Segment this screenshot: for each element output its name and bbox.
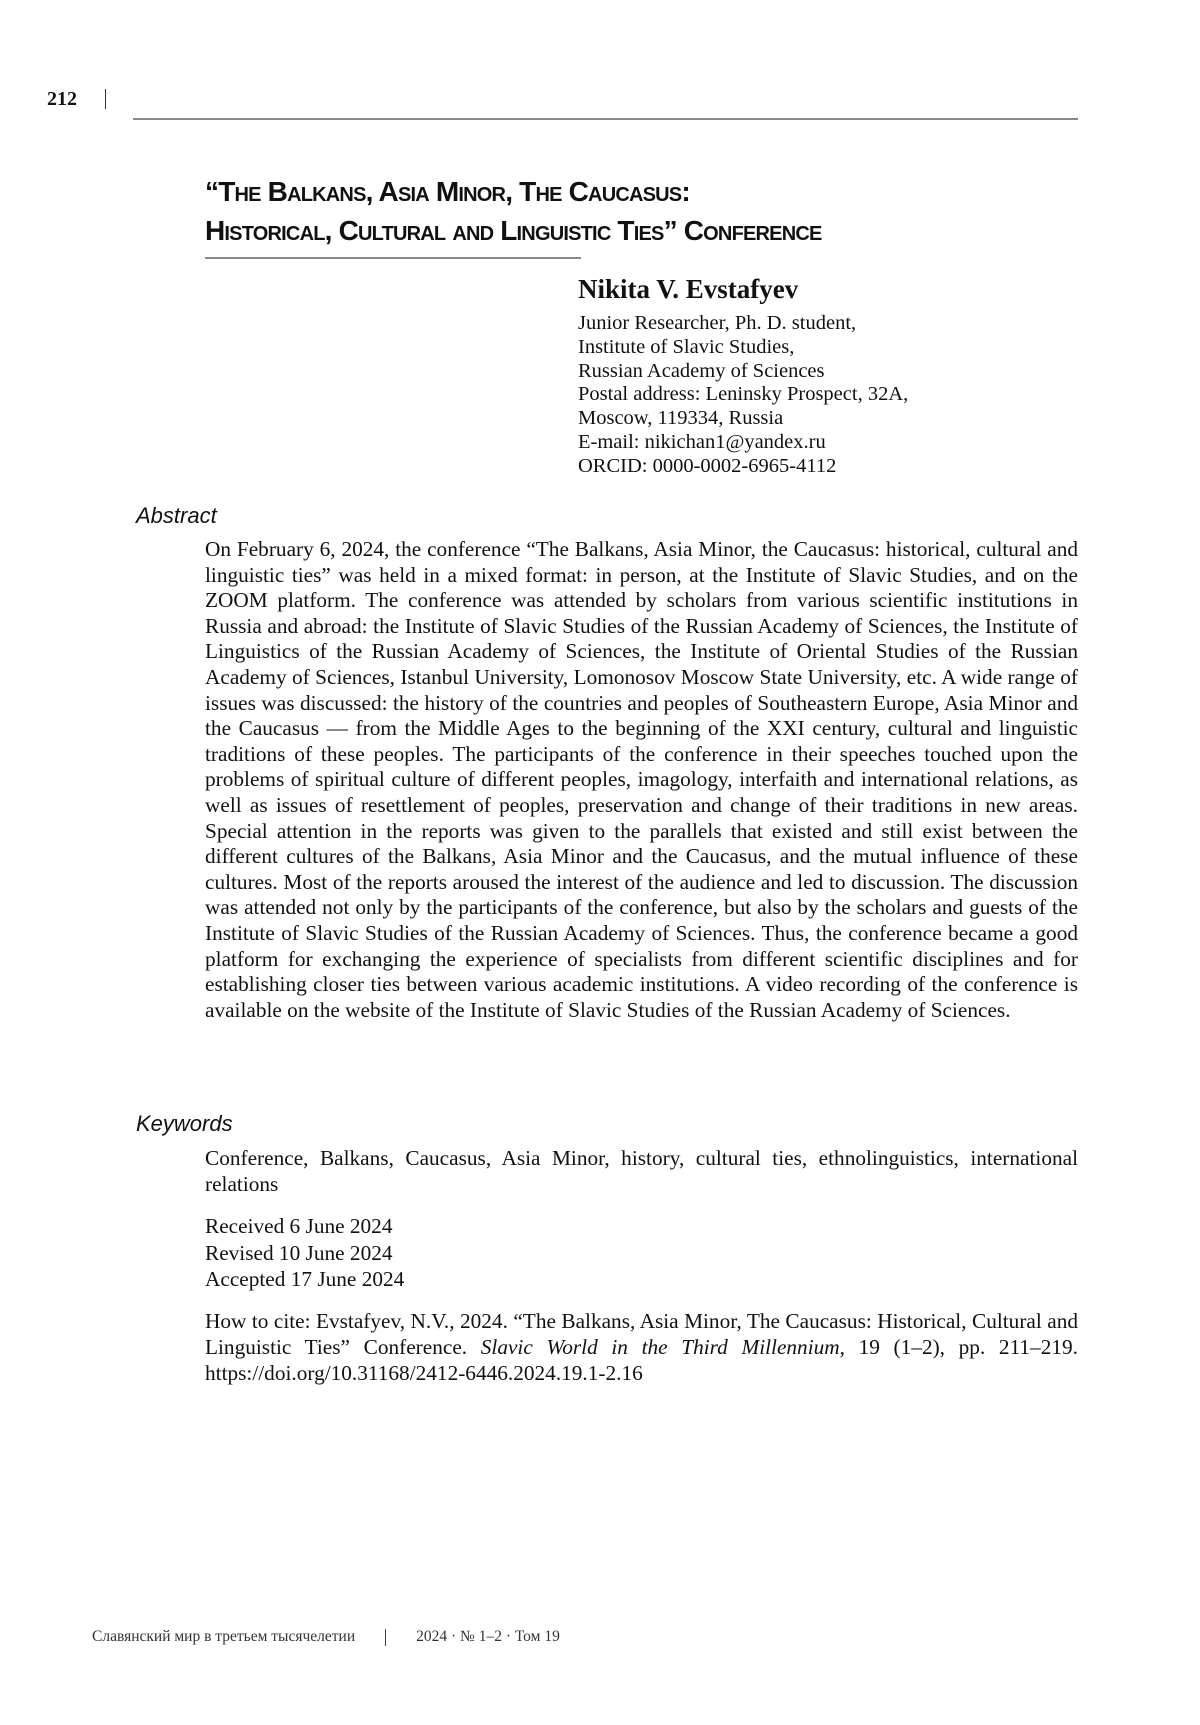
article-dates	[205, 1213, 404, 1293]
title-line-2: Historical, Cultural and Linguistic Ties” Conference	[205, 211, 1105, 250]
footer-issue: 2024 · № 1–2 · Том 19	[416, 1628, 560, 1645]
author-name: Nikita V. Evstafyev	[578, 274, 798, 305]
keywords-text: Conference, Balkans, Caucasus, Asia Minor, history, cultural ties, ethnolinguistics, inter­national relations	[205, 1146, 1078, 1197]
abstract-text: On February 6, 2024, the conference “The Balkans, Asia Minor, the Caucasus: histori­cal, cultural and linguistic ties” was held in a mixed format: in person, at the Institute of Slavic Studies, and on the ZOOM platform. The conference was attended by scholars from various scientific institutions in Russia and abroad: the Institute of Slavic Studies of the Russian Academy of Sciences, the Institute of Linguistics of the Russian Acade­my of Sciences, the Institute of Oriental Studies of the Russian Academy of Sciences, Istanbul University, Lomonosov Moscow State University, etc. A wide range of issues was discussed: the history of the countries and peoples of Southeastern Europe, Asia Minor and the Caucasus — from the Middle Ages to the beginning of the XXI century, cultural and linguistic traditions of these peoples. The participants of the conference in their speeches touched upon the problems of spiritual culture of different peoples, imagology, interfaith and international relations, as well as issues of resettlement of peoples, preservation and change of their traditions in new areas. Special attention in the reports was given to the parallels that existed and still exist between the different cultures of the Balkans, Asia Minor and the Caucasus, and the mutual influence of these cultures. Most of the reports aroused the interest of the audience and led to discussion. The discussion was attended not only by the participants of the conference, but also by the scholars and guests of the Institute of Slavic Studies of the Russian Academy of Sciences. Thus, the conference became a good platform for exchanging the experi­ence of specialists from different scientific disciplines and for establishing closer ties between various academic institutions. A video recording of the conference is available on the website of the Institute of Slavic Studies of the Russian Academy of Sciences.	[205, 537, 1078, 1023]
footer-journal: Славянский мир в третьем тысячелетии	[92, 1628, 355, 1645]
header-rule	[133, 118, 1078, 120]
title-line-1: “The Balkans, Asia Minor, The Caucasus:	[205, 172, 1105, 211]
affiliation-email: E-mail: nikichan1@yandex.ru	[578, 431, 908, 455]
citation-prefix: How to cite: Evstafyev, N.V., 2024. “The Balkans, Asia Minor, The Caucasus: Historical, Cultural and Linguistic Ties” Conference.	[205, 1309, 1078, 1359]
keywords-heading: Keywords	[136, 1111, 233, 1137]
article-title	[205, 172, 1105, 250]
accepted-date: Accepted 17 June 2024	[205, 1266, 404, 1293]
revised-date: Revised 10 June 2024	[205, 1240, 404, 1267]
affiliation-line: Postal address: Leninsky Prospect, 32A,	[578, 383, 908, 407]
affiliation-line: Junior Researcher, Ph. D. student,	[578, 312, 908, 336]
affiliation-line: Russian Academy of Sciences	[578, 360, 908, 384]
header-separator	[105, 89, 106, 109]
affiliation-orcid: ORCID: 0000-0002-6965-4112	[578, 455, 908, 479]
citation	[205, 1308, 1078, 1386]
footer-separator	[385, 1629, 386, 1646]
title-rule	[205, 257, 581, 259]
affiliation-line: Institute of Slavic Studies,	[578, 336, 908, 360]
abstract-heading: Abstract	[136, 503, 217, 529]
citation-journal: Slavic World in the Third Millennium	[481, 1335, 840, 1359]
citation-suffix: , 19 (1–2), pp. 211–219. https://doi.org/10.31168/2412-6446.2024.19.1-2.16	[205, 1335, 1078, 1385]
author-affiliation	[578, 312, 908, 479]
page-number: 212	[47, 88, 77, 111]
page-footer	[92, 1628, 560, 1646]
received-date: Received 6 June 2024	[205, 1213, 404, 1240]
affiliation-line: Moscow, 119334, Russia	[578, 407, 908, 431]
